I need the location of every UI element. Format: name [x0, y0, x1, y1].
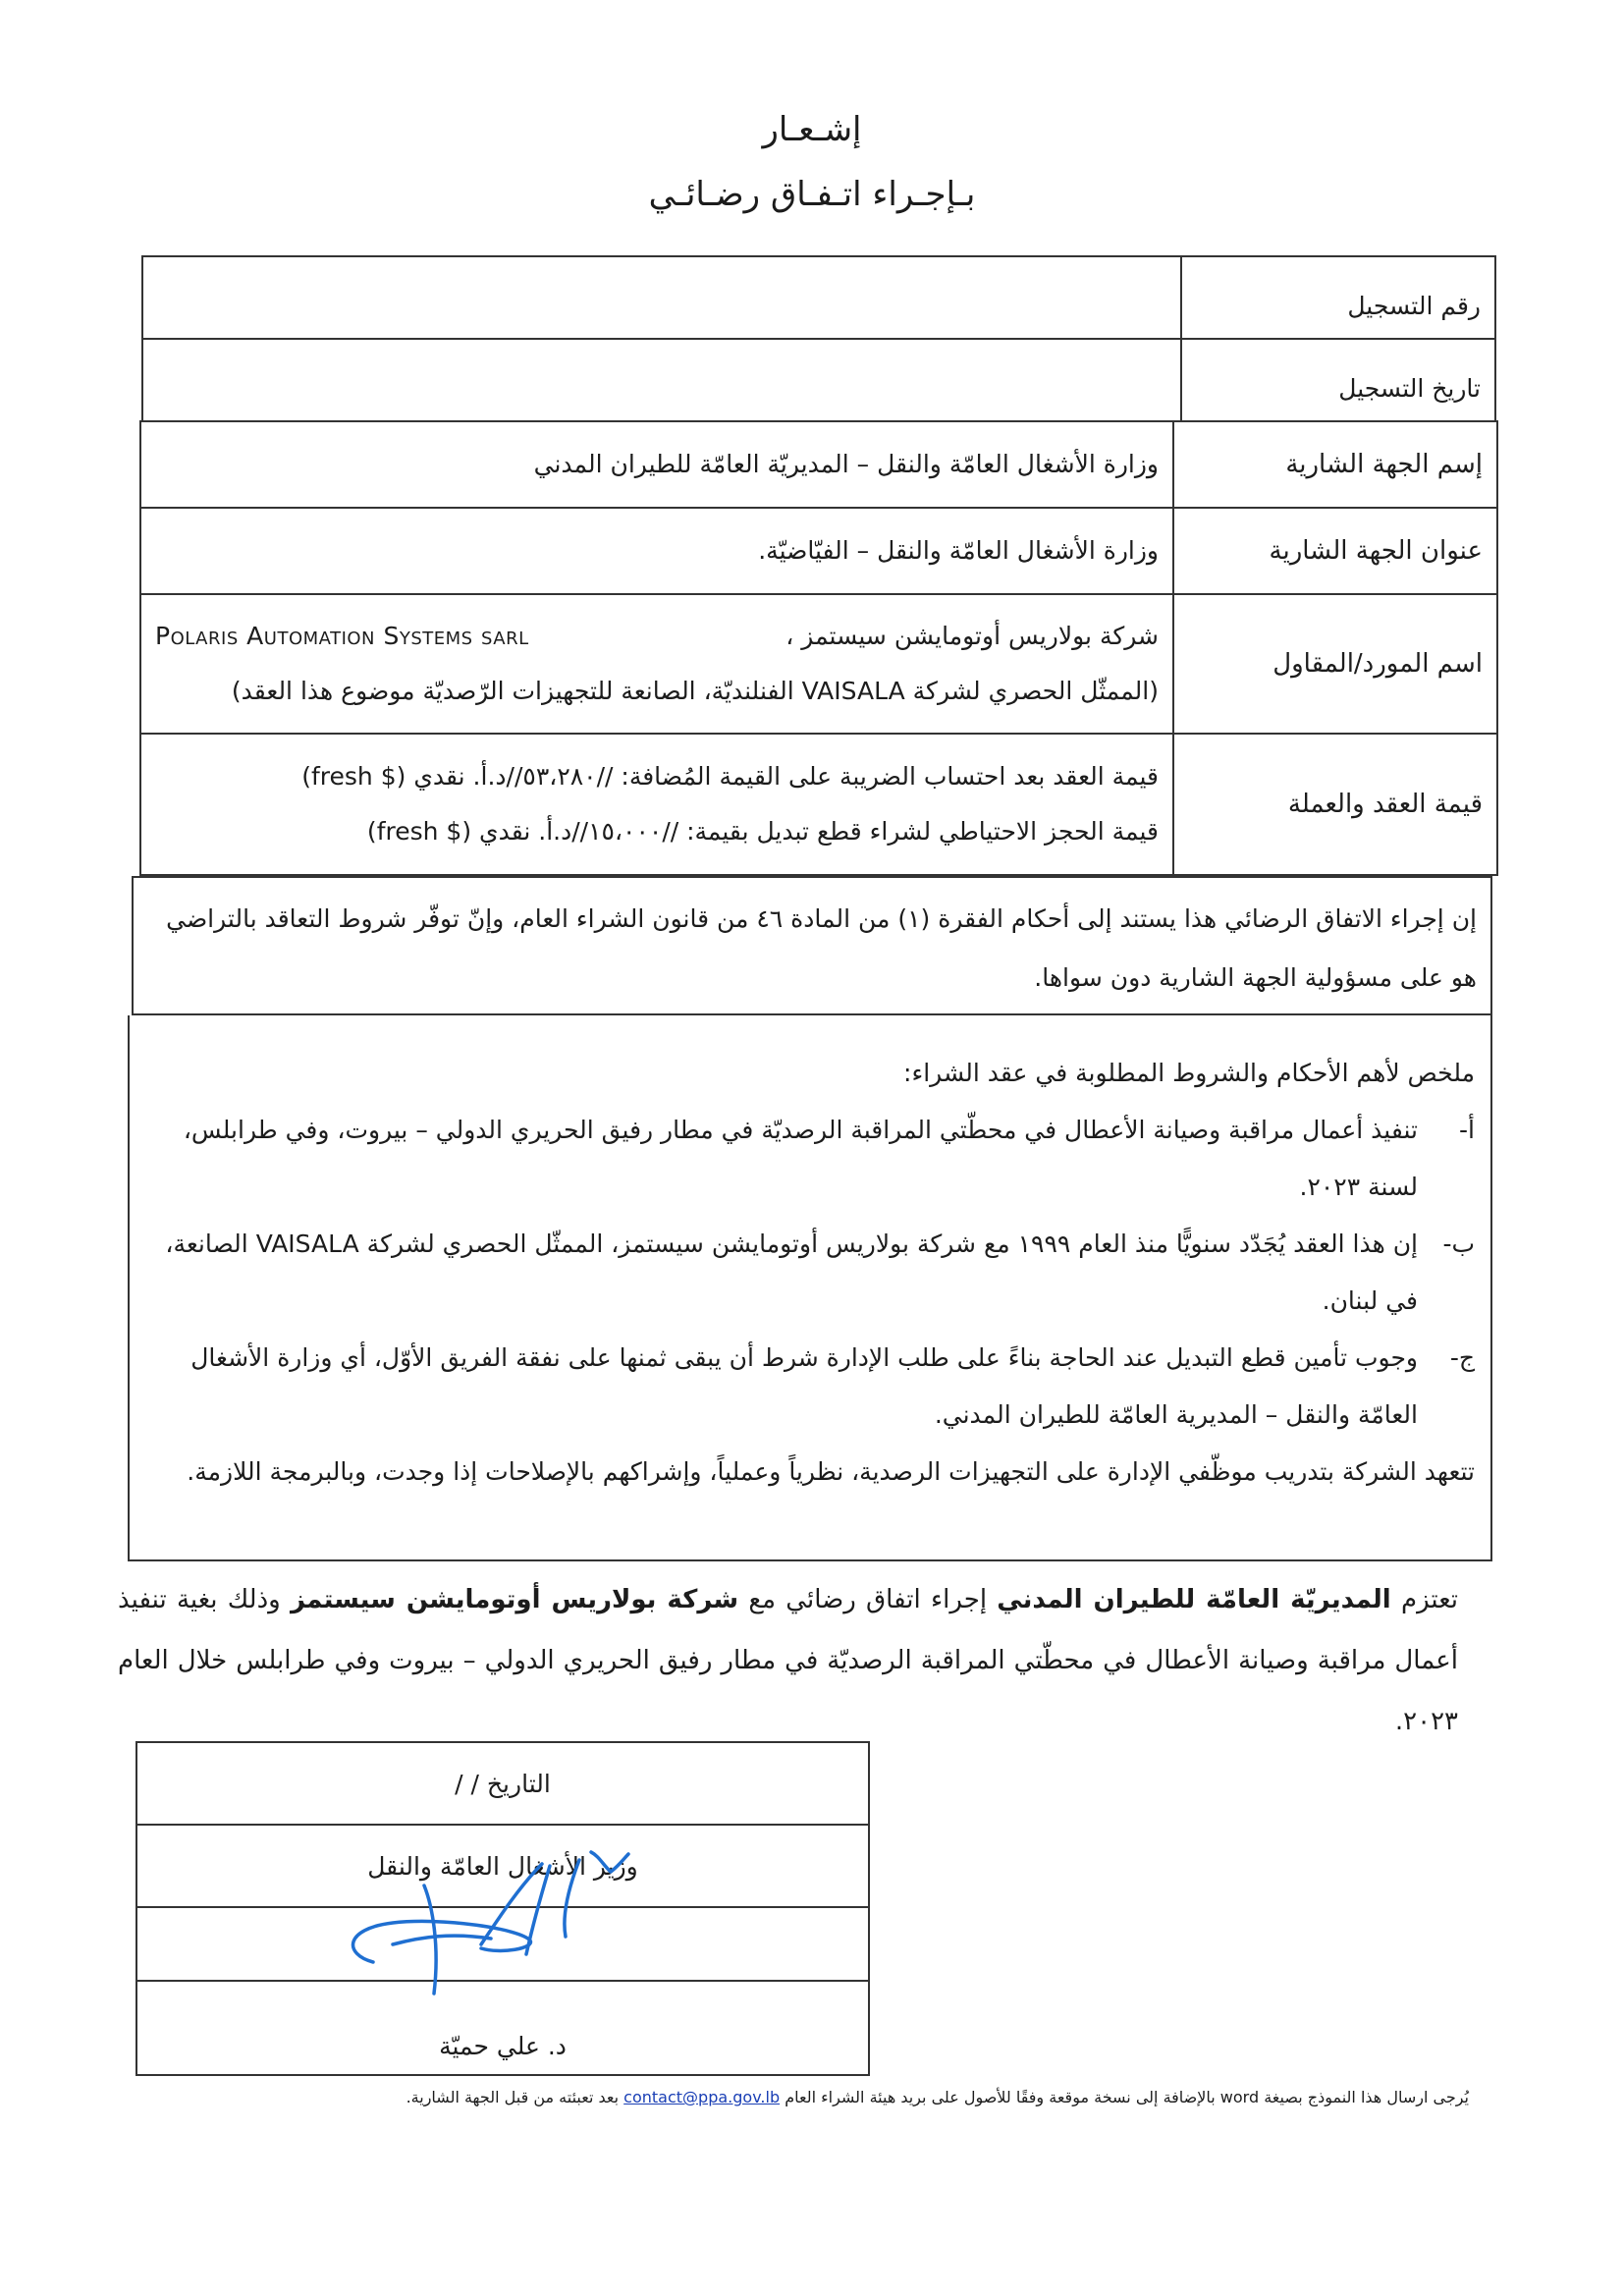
supplier-value: [140, 594, 1173, 734]
signature-stroke: [565, 1860, 579, 1937]
intent-text: وذلك بغية تنفيذ أعمال مراقبة وصيانة الأعطال في محطّتي المراقبة الرصديّة في مطار رفيق الحريري الدولي – بيروت وفي طرابلس خلال العام ٢٠٢٣.: [118, 1585, 1458, 1736]
intent-company: شركة بولاريس أوتومايشن سيستمز: [290, 1585, 739, 1614]
registration-table: [141, 255, 1496, 422]
contract-value-line: قيمة العقد بعد احتساب الضريبة على القيمة المُضافة: //٥٣،٢٨٠//د.أ. نقدي ($ fresh): [301, 762, 1159, 791]
footer-text: بعد تعبئته من قبل الجهة الشارية.: [406, 2088, 620, 2106]
contact-email-link[interactable]: contact@ppa.gov.lb: [623, 2088, 781, 2106]
intent-authority: المديريّة العامّة للطيران المدني: [997, 1585, 1391, 1614]
registration-date-field[interactable]: [142, 339, 1181, 421]
legal-basis-box: إن إجراء الاتفاق الرضائي هذا يستند إلى أحكام الفقرة (١) من المادة ٤٦ من قانون الشراء العام، وإنّ توفّر شروط التعاقد بالتراضي هو على مسؤولية الجهة الشارية دون سواها.: [132, 876, 1492, 1015]
registration-number-field[interactable]: [142, 256, 1181, 339]
footer-note: [340, 2088, 1469, 2106]
registration-number-label: رقم التسجيل: [1181, 256, 1495, 339]
terms-heading: ملخص لأهم الأحكام والشروط المطلوبة في عقد الشراء:: [903, 1059, 1475, 1087]
registration-date-label: تاريخ التسجيل: [1181, 339, 1495, 421]
buyer-address-label: عنوان الجهة الشارية: [1173, 508, 1497, 594]
intent-text: إجراء اتفاق رضائي مع: [748, 1585, 988, 1614]
handwritten-signature: [334, 1846, 697, 2023]
supplier-name-latin: Polaris Automation Systems sarl: [155, 622, 529, 650]
supplier-name-arabic: شركة بولاريس أوتومايشن سيستمز ،: [785, 622, 1159, 650]
terms-item-text: إن هذا العقد يُجَدّد سنويًّا منذ العام ١٩٩٩ مع شركة بولاريس أوتومايشن سيستمز، الممثّل الحصري لشركة VAISALA الصانعة، في لبنان.: [165, 1230, 1418, 1315]
terms-item: [145, 1330, 1475, 1444]
contract-info-table: [139, 420, 1498, 876]
footer-text: يُرجى ارسال هذا النموذج بصيغة word بالإضافة إلى نسخة موقعة وفقًا للأصول على بريد هيئة الشراء العام: [785, 2088, 1469, 2106]
terms-closing: تتعهد الشركة بتدريب موظّفي الإدارة على التجهيزات الرصدية، نظرياً وعملياً، وإشراكهم بالإصلاحات إذا وجدت، وبالبرمجة اللازمة.: [187, 1457, 1475, 1486]
terms-item-marker: ج-: [1449, 1343, 1475, 1372]
terms-summary-box: [128, 1015, 1492, 1561]
terms-item-marker: أ-: [1459, 1116, 1475, 1144]
reserve-value-line: قيمة الحجز الاحتياطي لشراء قطع تبديل بقيمة: //١٥،٠٠٠//د.أ. نقدي ($ fresh): [366, 817, 1159, 846]
contract-value-label: قيمة العقد والعملة: [1173, 734, 1497, 875]
minister-name: د. علي حميّة: [136, 1981, 869, 2075]
signature-stroke: [424, 1886, 436, 1994]
minister-title: وزير الأشغال العامّة والنقل: [136, 1825, 869, 1907]
intent-text: تعتزم: [1400, 1585, 1459, 1614]
contract-value: [140, 734, 1173, 875]
terms-item-marker: ب-: [1442, 1230, 1475, 1258]
buyer-name-value: وزارة الأشغال العامّة والنقل – المديريّة العامّة للطيران المدني: [140, 421, 1173, 508]
supplier-description: (الممثّل الحصري لشركة VAISALA الفنلنديّة، الصانعة للتجهيزات الرّصديّة موضوع هذا العقد): [231, 677, 1159, 705]
terms-item-text: وجوب تأمين قطع التبديل عند الحاجة بناءً على طلب الإدارة شرط أن يبقى ثمنها على نفقة الفريق الأوّل، أي وزارة الأشغال العامّة والنقل – المديرية العامّة للطيران المدني.: [190, 1343, 1418, 1429]
signature-stroke: [591, 1852, 628, 1872]
buyer-name-label: إسم الجهة الشارية: [1173, 421, 1497, 508]
supplier-label: اسم المورد/المقاول: [1173, 594, 1497, 734]
terms-item: [145, 1102, 1475, 1216]
terms-item-text: تنفيذ أعمال مراقبة وصيانة الأعطال في محطّتي المراقبة الرصديّة في مطار رفيق الحريري الدولي – بيروت، وفي طرابلس، لسنة ٢٠٢٣.: [183, 1116, 1418, 1201]
terms-item: [145, 1216, 1475, 1330]
notice-title: إشـعـار: [762, 110, 862, 149]
notice-subtitle: بـإجـراء اتـفـاق رضـائـي: [648, 175, 976, 214]
intent-paragraph: [118, 1569, 1458, 1752]
buyer-address-value: وزارة الأشغال العامّة والنقل – الفيّاضيّة.: [140, 508, 1173, 594]
signature-date[interactable]: التاريخ / /: [136, 1742, 869, 1825]
signature-stroke: [353, 1921, 531, 1962]
signature-stroke: [393, 1936, 491, 1944]
